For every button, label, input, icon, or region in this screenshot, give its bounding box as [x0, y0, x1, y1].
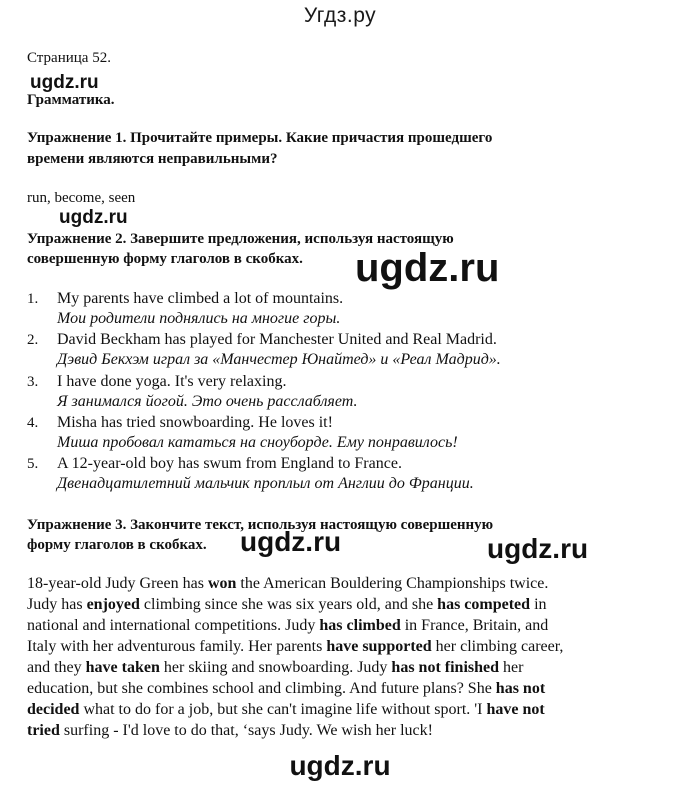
list-item-number: 4. [27, 415, 39, 431]
paragraph-line: 18-year-old Judy Green has won the American Bouldering Championships twice. [27, 575, 549, 592]
list-item-text: David Beckham has played for Manchester United and Real Madrid. [57, 331, 497, 348]
list-item-translation: Дэвид Бекхэм играл за «Манчестер Юнайтед» и «Реал Мадрид». [57, 351, 501, 368]
list-item-text: Misha has tried snowboarding. He loves it! [57, 414, 333, 431]
watermark: ugdz.ru [487, 533, 589, 564]
exercise3-title-line2: форму глаголов в скобках. [27, 537, 207, 553]
paragraph-line: decided what to do for a job, but she can't imagine life without sport. 'I have not [27, 701, 545, 718]
exercise2-title-line2: совершенную форму глаголов в скобках. [27, 251, 303, 267]
list-item-number: 5. [27, 456, 39, 472]
list-item-text: I have done yoga. It's very relaxing. [57, 373, 287, 390]
list-item-text: A 12-year-old boy has swum from England to France. [57, 455, 402, 472]
list-item-number: 3. [27, 374, 39, 390]
paragraph-line: Italy with her adventurous family. Her parents have supported her climbing career, [27, 638, 564, 655]
exercise1-title-line1: Упражнение 1. Прочитайте примеры. Какие причастия прошедшего [27, 130, 493, 146]
exercise2-title-line1: Упражнение 2. Завершите предложения, используя настоящую [27, 231, 454, 247]
site-title: Угдз.ру [303, 4, 377, 27]
list-item-translation: Я занимался йогой. Это очень расслабляет. [57, 393, 358, 410]
paragraph-line: and they have taken her skiing and snowboarding. Judy has not finished her [27, 659, 524, 676]
paragraph-line: national and international competitions. Judy has climbed in France, Britain, and [27, 617, 549, 634]
exercise1-title-line2: времени являются неправильными? [27, 151, 278, 167]
list-item-translation: Миша пробовал кататься на сноуборде. Ему понравилось! [57, 434, 458, 451]
watermark: ugdz.ru [59, 207, 128, 228]
section-title: Грамматика. [27, 92, 115, 108]
watermark: ugdz.ru [355, 246, 500, 290]
list-item-text: My parents have climbed a lot of mountains. [57, 290, 344, 307]
paragraph-line: Judy has enjoyed climbing since she was six years old, and she has competed in [27, 596, 547, 613]
list-item-number: 2. [27, 332, 39, 348]
list-item-number: 1. [27, 291, 39, 307]
list-item-translation: Двенадцатилетний мальчик проплыл от Англии до Франции. [57, 475, 474, 492]
paragraph-line: education, but she combines school and climbing. And future plans? She has not [27, 680, 546, 697]
exercise1-answer: run, become, seen [27, 190, 136, 206]
paragraph-line: tried surfing - I'd love to do that, ‘says Judy. We wish her luck! [27, 722, 433, 739]
list-item-translation: Мои родители поднялись на многие горы. [57, 310, 341, 327]
watermark: ugdz.ru [240, 526, 342, 557]
page-number: Страница 52. [27, 50, 111, 66]
watermark: ugdz.ru [30, 72, 99, 93]
exercise3-title-line1: Упражнение 3. Закончите текст, используя настоящую совершенную [27, 517, 494, 533]
watermark: ugdz.ru [289, 750, 391, 781]
